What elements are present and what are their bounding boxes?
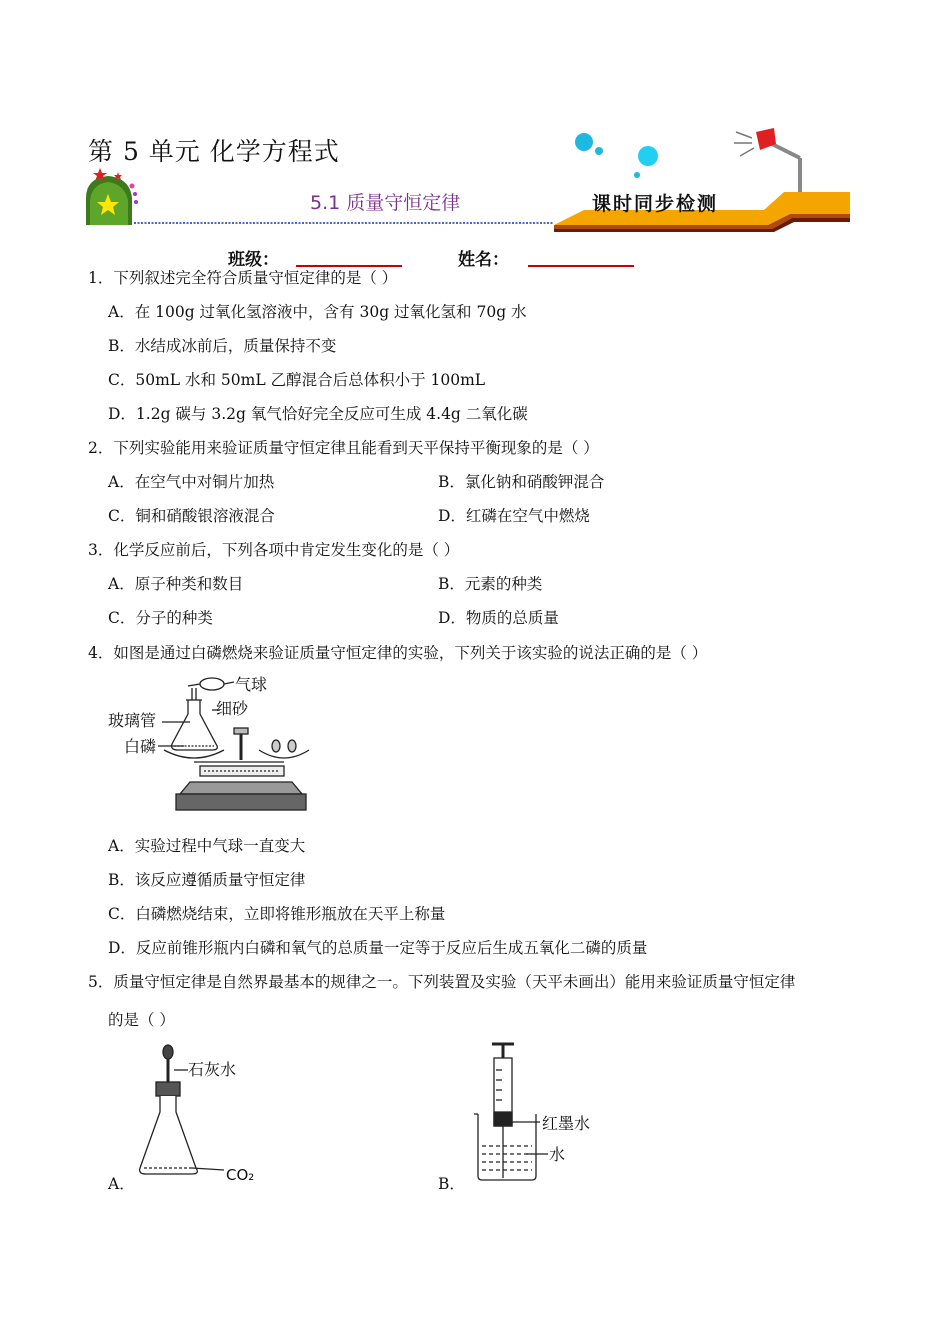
label-red-ink: 红墨水 <box>542 1114 591 1133</box>
name-label: 姓名： <box>458 250 509 270</box>
section-title: 5.1 质量守恒定律 <box>310 192 461 214</box>
q4-option-b[interactable]: B．该反应遵循质量守恒定律 <box>108 871 306 889</box>
desk-lamp-icon <box>734 128 800 192</box>
q5-option-b[interactable]: B． <box>438 1175 465 1193</box>
q5-figure-a <box>130 1040 270 1190</box>
q3-option-d[interactable]: D．物质的总质量 <box>438 609 559 627</box>
label-sand: 细砂 <box>216 699 249 718</box>
q3-option-c[interactable]: C．分子的种类 <box>108 609 213 627</box>
q1-option-b[interactable]: B．水结成冰前后，质量保持不变 <box>108 337 337 355</box>
q2-option-b[interactable]: B．氯化钠和硝酸钾混合 <box>438 473 605 491</box>
header-banner <box>84 128 854 233</box>
q3-option-b[interactable]: B．元素的种类 <box>438 575 543 593</box>
label-balloon: 气球 <box>235 675 268 694</box>
question-4-stem: 4．如图是通过白磷燃烧来验证质量守恒定律的实验，下列关于该实验的说法正确的是（ ） <box>88 644 708 662</box>
q1-option-a[interactable]: A．在 100g 过氧化氢溶液中，含有 30g 过氧化氢和 70g 水 <box>108 303 527 321</box>
star-mound-logo <box>86 168 138 225</box>
q2-option-a[interactable]: A．在空气中对铜片加热 <box>108 473 275 491</box>
q5-option-a[interactable]: A． <box>108 1175 135 1193</box>
q4-balance-figure <box>104 670 314 818</box>
label-co2: CO₂ <box>226 1166 255 1184</box>
q3-option-a[interactable]: A．原子种类和数目 <box>108 575 244 593</box>
question-3-stem: 3．化学反应前后，下列各项中肯定发生变化的是（ ） <box>88 541 460 559</box>
label-limewater: 石灰水 <box>188 1060 237 1079</box>
q4-option-a[interactable]: A．实验过程中气球一直变大 <box>108 837 306 855</box>
q4-option-c[interactable]: C．白磷燃烧结束，立即将锥形瓶放在天平上称量 <box>108 905 446 923</box>
question-2-stem: 2．下列实验能用来验证质量守恒定律且能看到天平保持平衡现象的是（ ） <box>88 439 599 457</box>
unit-title: 第 5 单元 化学方程式 <box>88 137 340 166</box>
q2-option-c[interactable]: C．铜和硝酸银溶液混合 <box>108 507 275 525</box>
q4-option-d[interactable]: D．反应前锥形瓶内白磷和氧气的总质量一定等于反应后生成五氧化二磷的质量 <box>108 939 648 957</box>
class-label: 班级： <box>228 250 279 270</box>
question-1-stem: 1．下列叙述完全符合质量守恒定律的是（ ） <box>88 269 398 287</box>
label-water: 水 <box>549 1145 566 1164</box>
banner-label: 课时同步检测 <box>592 193 719 215</box>
label-glass-tube: 玻璃管 <box>108 711 157 730</box>
q1-option-d[interactable]: D．1.2g 碳与 3.2g 氧气恰好完全反应可生成 4.4g 二氧化碳 <box>108 405 528 423</box>
name-field[interactable] <box>528 265 634 267</box>
question-5-stem-line2: 的是（ ） <box>108 1011 175 1029</box>
q5-figure-b <box>466 1038 606 1188</box>
question-5-stem-line1: 5．质量守恒定律是自然界最基本的规律之一。下列装置及实验（天平未画出）能用来验证质量守恒定律 <box>88 973 796 991</box>
q2-option-d[interactable]: D．红磷在空气中燃烧 <box>438 507 590 525</box>
bubble-icon <box>575 133 593 151</box>
label-white-phosphorus: 白磷 <box>124 737 157 756</box>
q1-option-c[interactable]: C．50mL 水和 50mL 乙醇混合后总体积小于 100mL <box>108 371 486 389</box>
